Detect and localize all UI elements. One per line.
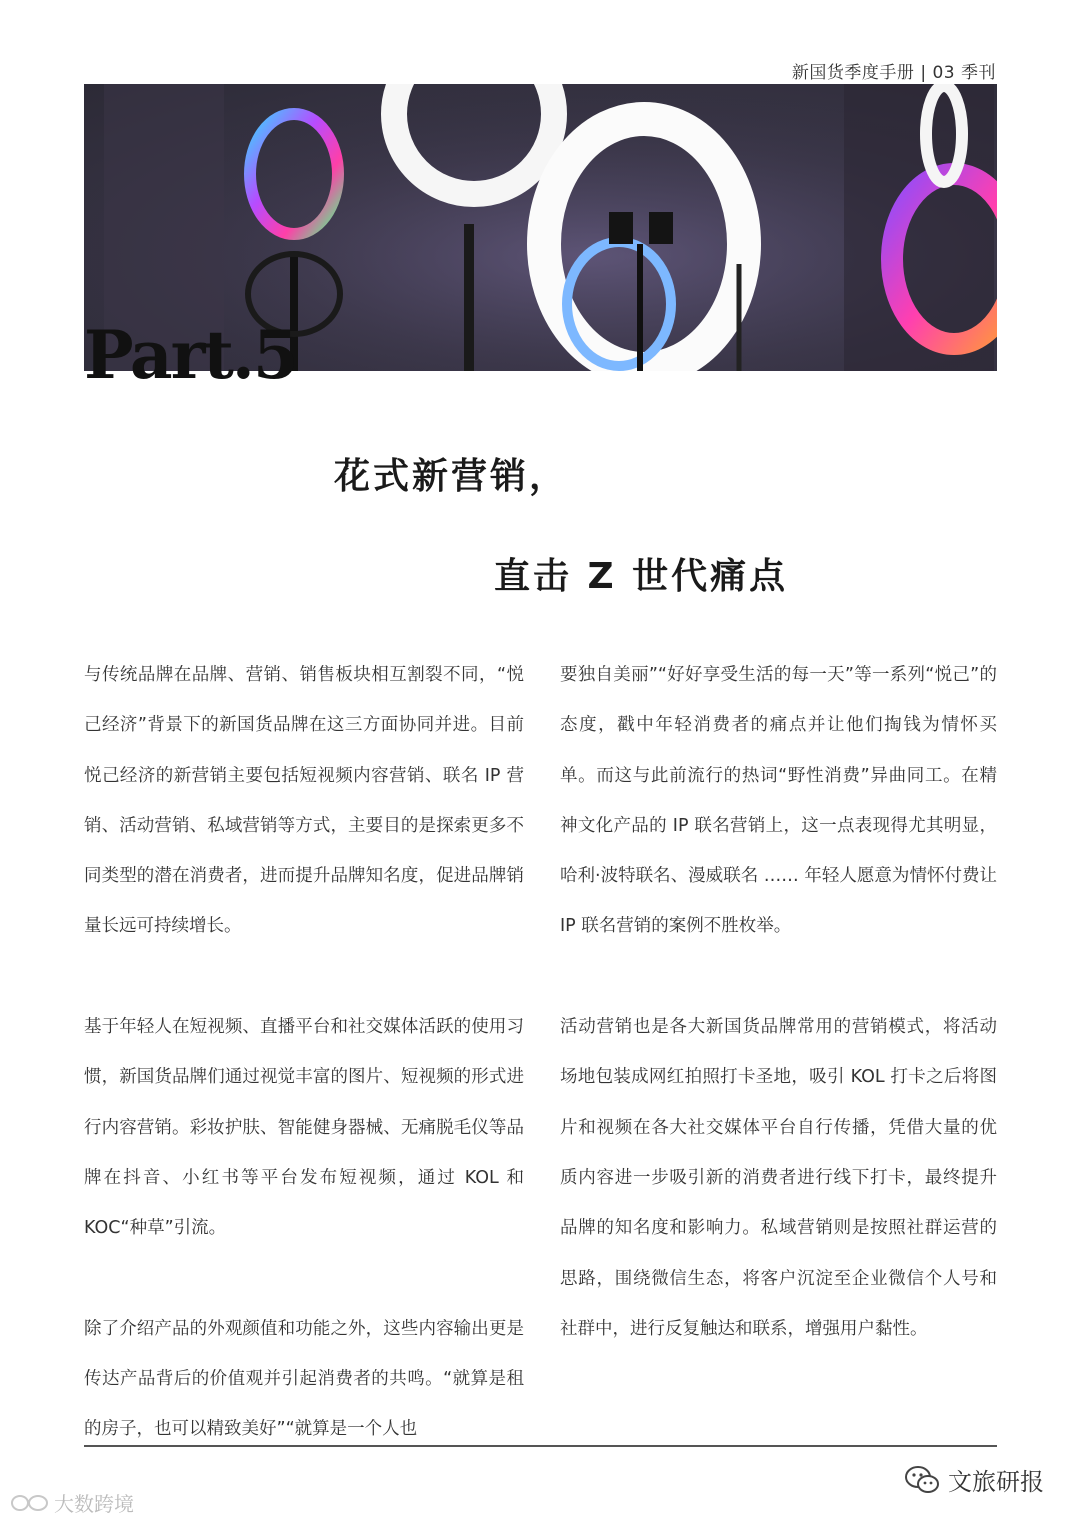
left-text-column bbox=[84, 650, 524, 1455]
paragraph: 要独自美丽”“好好享受生活的每一天”等一系列“悦己”的态度，戳中年轻消费者的痛点并让他们掏钱为情怀买单。而这与此前流行的热词“野性消费”异曲同工。在精神文化产品的 IP 联名营销上，这一点表现得尤其明显，哈利·波特联名、漫威联名 …… 年轻人愿意为情怀付费让 IP 联名营销的案例不胜枚举。 bbox=[560, 665, 997, 937]
brand-logo-icon bbox=[10, 1492, 50, 1514]
section-title-line2: 直击 Z 世代痛点 bbox=[494, 556, 789, 597]
section-title-line1: 花式新营销， bbox=[334, 456, 569, 497]
watermark-right-text: 文旅研报 bbox=[948, 1468, 1044, 1496]
paragraph: 活动营销也是各大新国货品牌常用的营销模式，将活动场地包装成网红拍照打卡圣地，吸引 KOL 打卡之后将图片和视频在各大社交媒体平台自行传播，凭借大量的优质内容进一步吸引新的消费者进行线下打卡，最终提升品牌的知名度和影响力。私域营销则是按照社群运营的思路，围绕微信生态，将客户沉淀至企业微信个人号和社群中，进行反复触达和联系，增强用户黏性。 bbox=[560, 1017, 997, 1339]
watermark-left-text: 大数跨境 bbox=[54, 1492, 134, 1516]
right-text-column bbox=[560, 650, 997, 1354]
paragraph: 与传统品牌在品牌、营销、销售板块相互割裂不同，“悦己经济”背景下的新国货品牌在这三方面协同并进。目前悦己经济的新营销主要包括短视频内容营销、联名 IP 营销、活动营销、私域营销等方式，主要目的是探索更多不同类型的潜在消费者，进而提升品牌知名度，促进品牌销量长远可持续增长。 bbox=[84, 665, 524, 937]
paragraph: 基于年轻人在短视频、直播平台和社交媒体活跃的使用习惯，新国货品牌们通过视觉丰富的图片、短视频的形式进行内容营销。彩妆护肤、智能健身器械、无痛脱毛仪等品牌在抖音、小红书等平台发布短视频，通过 KOL 和 KOC“种草”引流。 bbox=[84, 1017, 524, 1239]
part-label: Part.5 bbox=[84, 316, 297, 394]
footer-divider bbox=[84, 1445, 997, 1447]
watermark-left bbox=[10, 1488, 134, 1517]
wechat-icon bbox=[904, 1465, 940, 1495]
paragraph: 除了介绍产品的外观颜值和功能之外，这些内容输出更是传达产品背后的价值观并引起消费者的共鸣。“就算是租的房子，也可以精致美好”“就算是一个人也 bbox=[84, 1318, 524, 1440]
page-header: 新国货季度手册 | 03 季刊 bbox=[791, 63, 996, 83]
watermark-right bbox=[904, 1462, 1044, 1497]
